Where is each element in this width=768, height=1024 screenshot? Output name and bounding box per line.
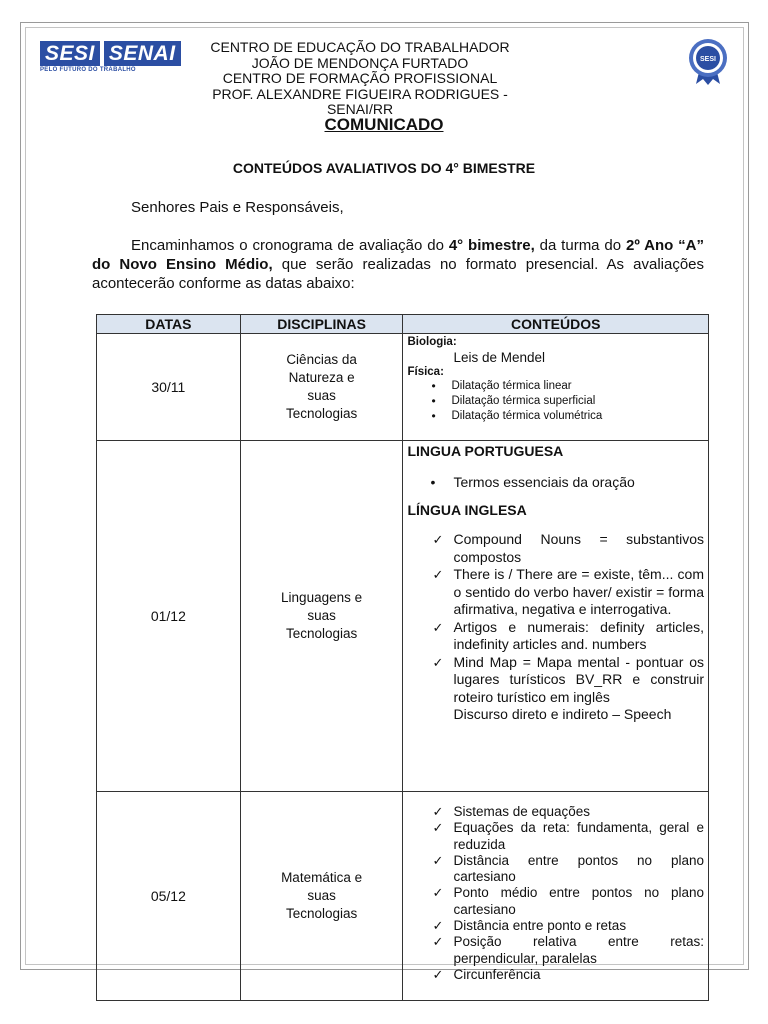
biology-item: Leis de Mendel [453, 350, 546, 365]
list-item: ✓ Distância entre ponto e retas [432, 918, 627, 934]
check-icon: ✓ [432, 885, 444, 901]
svg-text:SESI: SESI [700, 56, 716, 63]
para-text-3: que serão realizadas no formato presencial. As avaliações acontecerão conforme as datas abaixo: [92, 256, 705, 292]
check-icon: ✓ [432, 567, 444, 582]
row-contents [403, 792, 709, 1001]
table-header-row [97, 315, 709, 334]
header-line-1: CENTRO DE EDUCAÇÃO DO TRABALHADOR [210, 39, 510, 55]
assessment-schedule-table [96, 314, 709, 1001]
physics-list [407, 379, 704, 424]
portuguese-label: LINGUA PORTUGUESA [407, 443, 564, 459]
english-extra-item: Discurso direto e indireto – Speech [453, 706, 672, 722]
check-icon: ✓ [432, 820, 444, 836]
row-contents [403, 334, 709, 441]
math-list [407, 804, 704, 983]
document-title: COMUNICADO [324, 115, 444, 134]
list-item: ✓ Sistemas de equações [432, 804, 591, 819]
list-item: ✓ Compound Nouns = substantivos compostos [432, 531, 704, 565]
discipline-line: suas [307, 388, 336, 403]
portuguese-item: • Termos essenciais da oração [407, 474, 704, 490]
list-item: ✓ There is / There are = existe, têm... com o sentido do verbo haver/ existir = forma afirmativa, negativa e interrogativa. [432, 566, 704, 617]
sesi-senai-logo [40, 41, 204, 75]
list-item: ✓ Circunferência [432, 966, 541, 982]
header-line-2: JOÃO DE MENDONÇA FURTADO [251, 54, 469, 71]
row-contents [403, 441, 709, 792]
row-date: 05/12 [97, 792, 241, 1001]
list-item: ✓ Ponto médio entre pontos no plano cartesiano [432, 885, 704, 917]
para-bold-class: 2º Ano “A” do Novo Ensino Médio, [92, 237, 705, 273]
row-discipline [240, 334, 403, 441]
intro-paragraph [92, 236, 704, 293]
check-icon: ✓ [432, 934, 444, 950]
sesi-seal-icon [686, 38, 730, 86]
check-icon: ✓ [432, 918, 444, 934]
header-dates: DATAS [97, 315, 241, 334]
list-item: ✓ Mind Map = Mapa mental - pontuar os lugares turísticos BV_RR e construir roteiro turístico em inglês [432, 653, 704, 705]
logo-tagline: PELO FUTURO DO TRABALHO [40, 67, 136, 73]
table-row [97, 792, 709, 1001]
list-item: ✓ Artigos e numerais: definity articles, indefinity articles and. numbers [432, 618, 704, 652]
biology-label: Biologia: [407, 336, 457, 348]
check-icon: ✓ [432, 654, 444, 670]
para-bold-bimester: 4° bimestre, [448, 237, 535, 254]
discipline-line: Natureza e [288, 370, 355, 385]
header-line-4: PROF. ALEXANDRE FIGUEIRA RODRIGUES - SENAI/RR [212, 85, 508, 117]
discipline-line: Tecnologias [285, 906, 358, 921]
greeting: Senhores Pais e Responsáveis, [131, 199, 344, 216]
row-date: 30/11 [97, 334, 241, 441]
check-icon: ✓ [432, 804, 444, 819]
english-label: LÍNGUA INGLESA [407, 502, 527, 518]
document-subtitle: CONTEÚDOS AVALIATIVOS DO 4° BIMESTRE [232, 160, 536, 176]
table-row [97, 334, 709, 441]
header-line-3: CENTRO DE FORMAÇÃO PROFISSIONAL [222, 70, 498, 86]
para-text-2: da turma do [534, 237, 626, 254]
institution-header [190, 40, 530, 118]
para-text-1: Encaminhamos o cronograma de avaliação do [131, 237, 449, 254]
discipline-line: Tecnologias [285, 406, 358, 421]
list-item: ✓ Distância entre pontos no plano cartesiano [432, 852, 704, 885]
discipline-line: Matemática e [281, 870, 363, 885]
discipline-line: suas [307, 888, 336, 903]
logo-sesi: SESI [40, 41, 100, 66]
list-item: ✓ Posição relativa entre retas: perpendicular, paralelas [432, 934, 704, 966]
physics-label: Física: [407, 366, 444, 378]
check-icon: ✓ [432, 852, 444, 868]
row-discipline [240, 441, 403, 792]
discipline-line: Linguagens e [281, 590, 363, 605]
list-item: • Dilatação térmica superficial [407, 394, 704, 409]
english-list [407, 531, 704, 706]
check-icon: ✓ [432, 619, 444, 635]
row-date: 01/12 [97, 441, 241, 792]
row-discipline [240, 792, 403, 1001]
list-item: • Dilatação térmica linear [407, 379, 704, 394]
discipline-line: Tecnologias [285, 626, 358, 641]
table-row [97, 441, 709, 792]
header-contents: CONTEÚDOS [403, 315, 709, 334]
list-item: • Dilatação térmica volumétrica [407, 409, 704, 424]
check-icon: ✓ [432, 966, 444, 982]
logo-senai: SENAI [104, 41, 181, 66]
header-disciplines: DISCIPLINAS [240, 315, 403, 334]
discipline-line: Ciências da [286, 352, 357, 367]
list-item: ✓ Equações da reta: fundamenta, geral e reduzida [432, 820, 704, 852]
check-icon: ✓ [432, 532, 444, 547]
discipline-line: suas [307, 608, 336, 623]
